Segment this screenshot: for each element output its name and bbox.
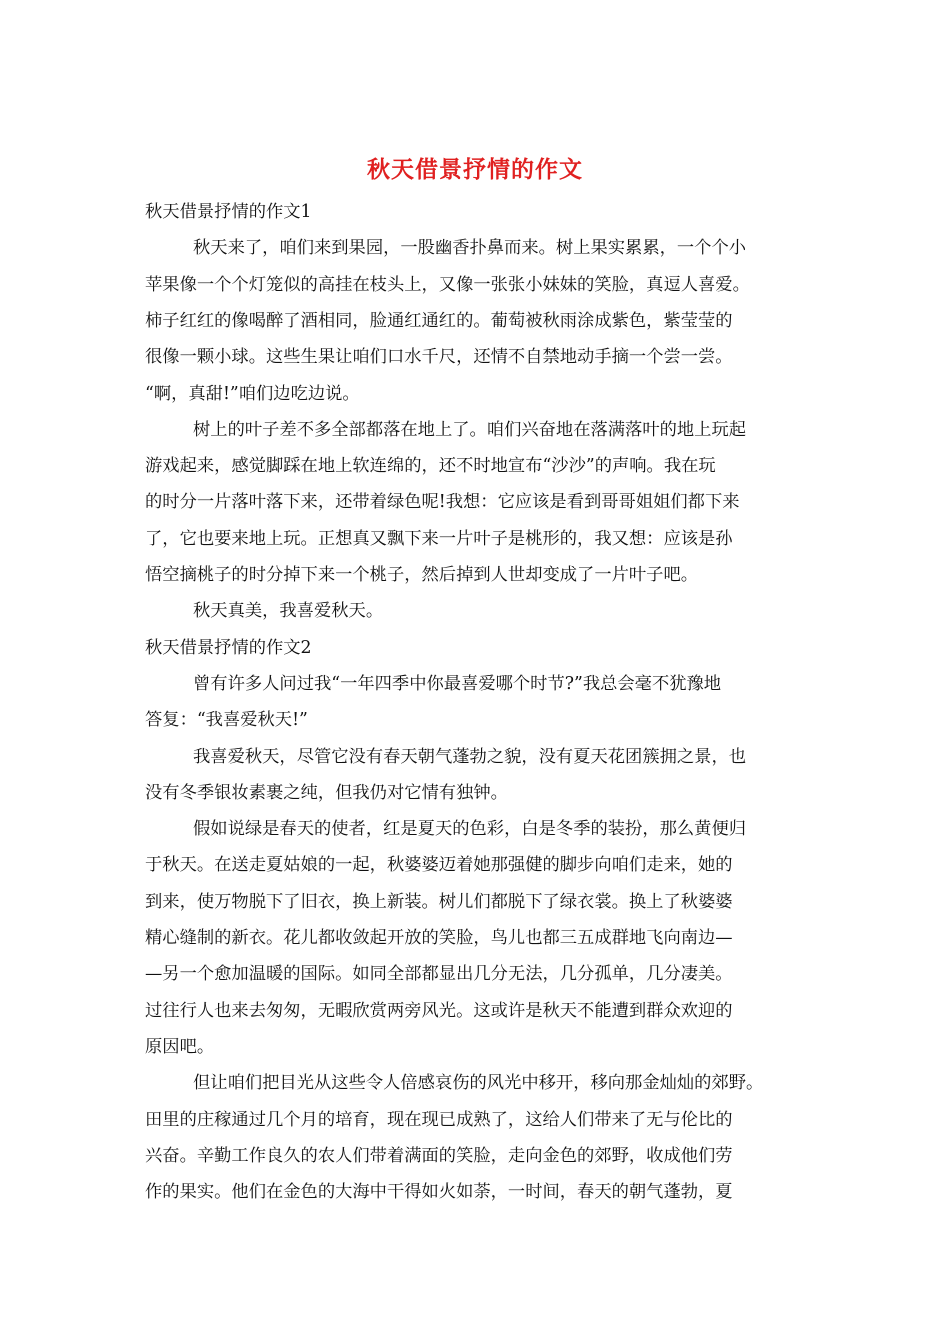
text-line: 秋天真美，我喜爱秋天。: [193, 601, 384, 622]
text-line: 游戏起来，感觉脚踩在地上软连绵的，还不时地宣布“沙沙”的声响。我在玩: [145, 456, 716, 477]
text-line: 柿子红红的像喝醉了酒相同，脸通红通红的。葡萄被秋雨涂成紫色，紫莹莹的: [145, 310, 733, 331]
text-line: 秋天借景抒情的作文1: [145, 202, 312, 222]
text-line: 秋天来了，咱们来到果园，一股幽香扑鼻而来。树上果实累累，一个个小: [193, 238, 747, 259]
text-line: 我喜爱秋天，尽管它没有春天朝气蓬勃之貌，没有夏天花团簇拥之景，也: [193, 746, 747, 767]
text-line: 苹果像一个个灯笼似的高挂在枝头上，又像一张张小妹妹的笑脸，真逗人喜爱。: [145, 274, 750, 295]
text-line: 树上的叶子差不多全部都落在地上了。咱们兴奋地在落满落叶的地上玩起: [193, 419, 747, 440]
text-line: 原因吧。: [145, 1036, 215, 1057]
text-line: 曾有许多人问过我“一年四季中你最喜爱哪个时节?”我总会毫不犹豫地: [193, 673, 722, 694]
text-line: 到来，使万物脱下了旧衣，换上新装。树儿们都脱下了绿衣裳。换上了秋婆婆: [145, 891, 733, 912]
text-line: 秋天借景抒情的作文2: [145, 637, 312, 658]
text-line: 了，它也要来地上玩。正想真又飘下来一片叶子是桃形的，我又想：应该是孙: [145, 528, 733, 549]
text-line: 精心缝制的新衣。花儿都收敛起开放的笑脸，鸟儿也都三五成群地飞向南边—: [145, 928, 733, 948]
text-line: 作的果实。他们在金色的大海中干得如火如荼，一时间，春天的朝气蓬勃，夏: [145, 1182, 733, 1203]
text-line: 答复：“我喜爱秋天!”: [145, 710, 308, 731]
text-line: “啊，真甜!”咱们边吃边说。: [145, 383, 360, 404]
text-line: 田里的庄稼通过几个月的培育，现在现已成熟了，这给人们带来了无与伦比的: [145, 1109, 733, 1130]
text-line: 于秋天。在送走夏姑娘的一起，秋婆婆迈着她那强健的脚步向咱们走来，她的: [145, 855, 733, 876]
text-line: 的时分一片落叶落下来，还带着绿色呢!我想：它应该是看到哥哥姐姐们都下来: [145, 492, 740, 513]
text-line: 悟空摘桃子的时分掉下来一个桃子，然后掉到人世却变成了一片叶子吧。: [145, 565, 699, 585]
text-line: 兴奋。辛勤工作良久的农人们带着满面的笑脸，走向金色的郊野，收成他们劳: [145, 1145, 733, 1166]
text-line: 过往行人也来去匆匆，无暇欣赏两旁风光。这或许是秋天不能遭到群众欢迎的: [145, 1000, 733, 1021]
text-line: 但让咱们把目光从这些令人倍感哀伤的风光中移开，移向那金灿灿的郊野。: [193, 1073, 764, 1094]
text-line: 很像一颗小球。这些生果让咱们口水千尺，还情不自禁地动手摘一个尝一尝。: [145, 347, 733, 368]
text-line: 假如说绿是春天的使者，红是夏天的色彩，白是冬季的装扮，那么黄便归: [193, 819, 747, 840]
page-title: 秋天借景抒情的作文: [367, 156, 583, 183]
text-line: 没有冬季银妆素裹之纯，但我仍对它情有独钟。: [145, 782, 508, 803]
text-line: —另一个愈加温暖的国际。如同全部都显出几分无法，几分孤单，几分凄美。: [145, 964, 733, 985]
